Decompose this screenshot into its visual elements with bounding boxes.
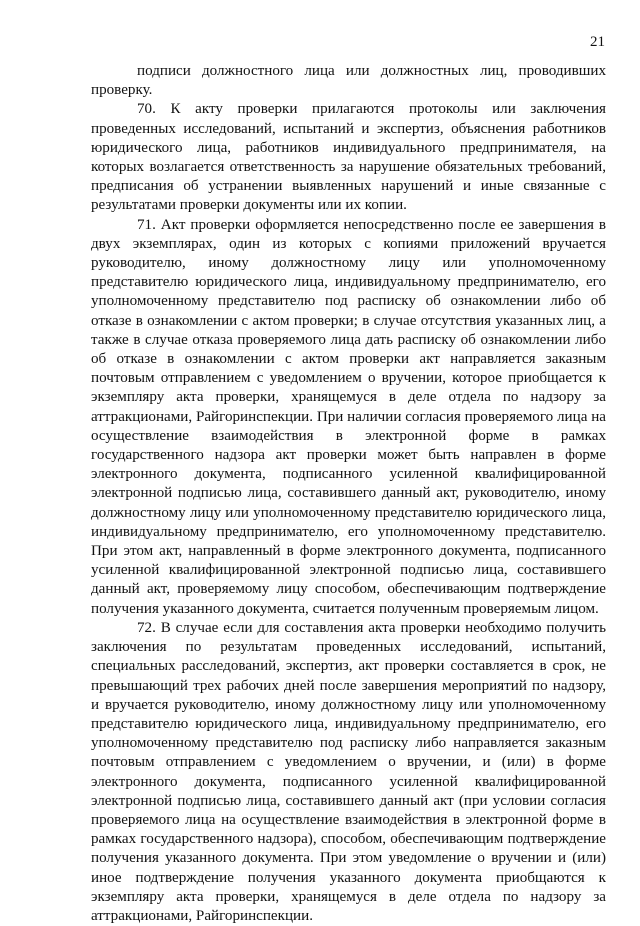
paragraph-continuation: подписи должностного лица или должностных лиц, проводивших проверку.	[91, 63, 606, 99]
document-body	[91, 62, 606, 926]
paragraph-72: 72. В случае если для составления акта проверки необходимо получить заключения по результатам проведенных исследований, испытаний, специальных расследований, экспертиз, акт проверки составляется в срок, не превышающий трех рабочих дней после завершения мероприятий по надзору, и вручается руководителю, иному должностному лицу или уполномоченному представителю юридического лица, индивидуальному предпринимателю, его уполномоченному представителю под расписку либо направляется заказным почтовым отправлением с уведомлением о вручении, и (или) в форме электронного документа, подписанного усиленной квалифицированной электронной подписью лица, составившего данный акт (при условии согласия проверяемого лица на осуществление взаимодействия в электронной форме в рамках государственного надзора), способом, обеспечивающим подтверждение получения указанного документа. При этом уведомление о вручении и (или) иное подтверждение получения указанного документа приобщаются к экземпляру акта проверки, хранящемуся в деле отдела по надзору за аттракционами, Райгоринспекции.	[91, 619, 606, 924]
paragraph-70: 70. К акту проверки прилагаются протоколы или заключения проведенных исследований, испытаний и экспертиз, объяснения работников юридического лица, работников индивидуального предпринимателя, на которых возлагается ответственность за нарушение обязательных требований, предписания об устранении выявленных нарушений и иные связанные с результатами проверки документы или их копии.	[91, 101, 606, 214]
page-number: 21	[590, 34, 605, 50]
paragraph-71: 71. Акт проверки оформляется непосредственно после ее завершения в двух экземплярах, один из которых с копиями приложений вручается руководителю, иному должностному лицу или уполномоченному представителю юридического лица, индивидуальному предпринимателю, его уполномоченному представителю под расписку об ознакомлении либо об отказе в ознакомлении с актом проверки; в случае отсутствия указанных лиц, а также в случае отказа проверяемого лица дать расписку об ознакомлении либо об отказе в ознакомлении с актом проверки акт направляется заказным почтовым отправлением с уведомлением о вручении, которое приобщается к экземпляру акта проверки, хранящемуся в деле отдела по надзору за аттракционами, Райгоринспекции. При наличии согласия проверяемого лица на осуществление взаимодействия в электронной форме в рамках государственного надзора акт проверки может быть направлен в форме электронного документа, подписанного усиленной квалифицированной электронной подписью лица, составившего данный акт, руководителю, иному должностному лицу или уполномоченному представителю юридического лица, индивидуальному предпринимателю, его уполномоченному представителю. При этом акт, направленный в форме электронного документа, подписанного усиленной квалифицированной электронной подписью лица, составившего данный акт, проверяемому лицу способом, обеспечивающим подтверждение получения указанного документа, считается полученным проверяемым лицом.	[91, 216, 606, 617]
